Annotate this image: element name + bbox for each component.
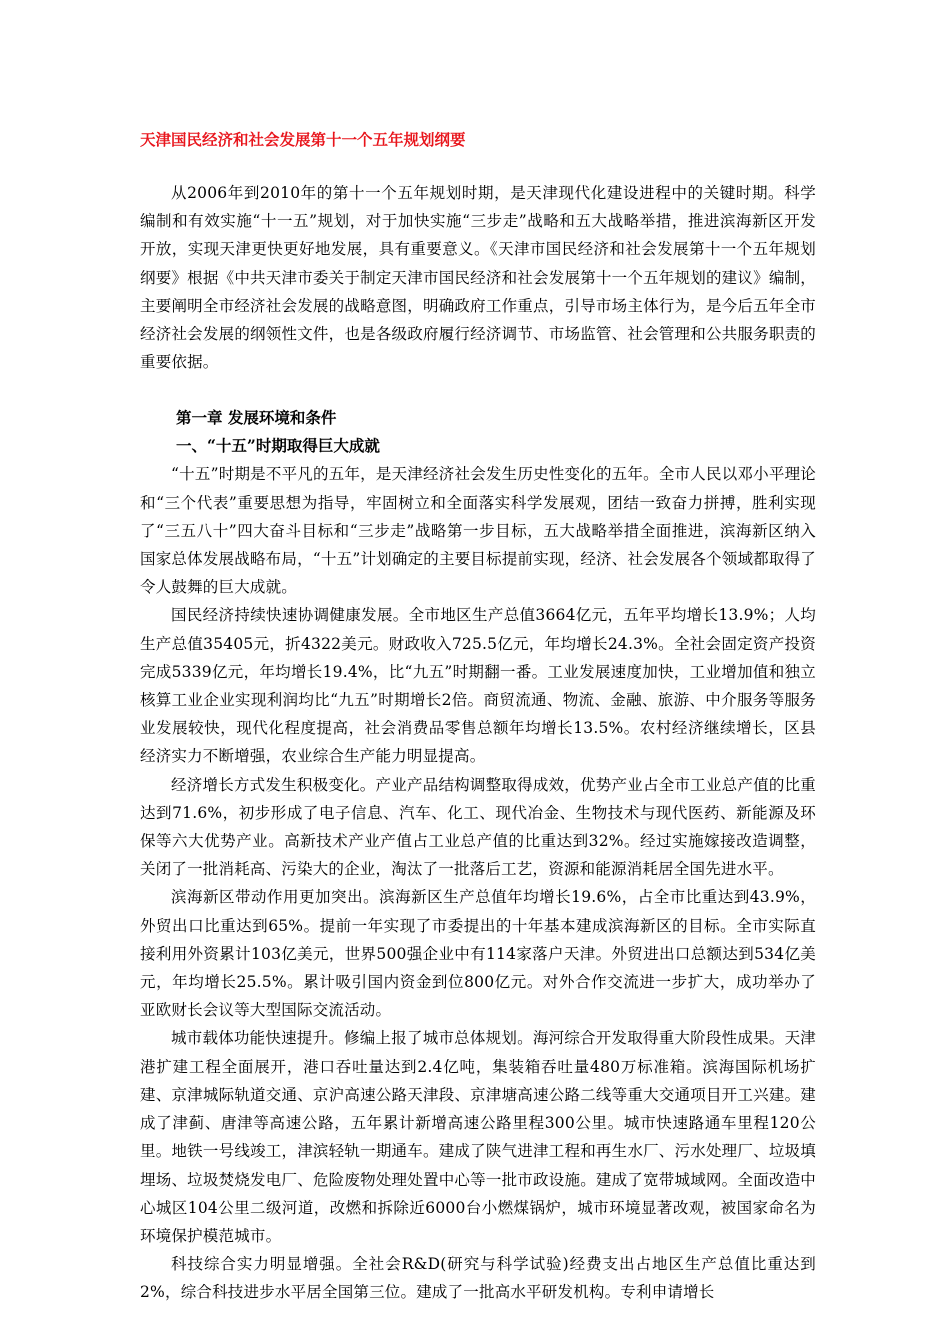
body-paragraph: 经济增长方式发生积极变化。产业产品结构调整取得成效，优势产业占全市工业总产值的比重达到71.6%，初步形成了电子信息、汽车、化工、现代冶金、生物技术与现代医药、新能源及环保等六大优势产业。高新技术产业产值占工业总产值的比重达到32%。经过实施嫁接改造调整，关闭了一批消耗高、污染大的企业，淘汰了一批落后工艺，资源和能源消耗居全国先进水平。: [140, 775, 816, 879]
body-paragraph: 城市载体功能快速提升。修编上报了城市总体规划。海河综合开发取得重大阶段性成果。天津港扩建工程全面展开，港口吞吐量达到2.4亿吨，集装箱吞吐量480万标准箱。滨海国际机场扩建、京津城际轨道交通、京沪高速公路天津段、京津塘高速公路二线等重大交通项目开工兴建。建成了津蓟、唐津等高速公路，五年累计新增高速公路里程300公里。城市快速路通车里程120公里。地铁一号线竣工，津滨轻轨一期通车。建成了陕气进津工程和再生水厂、污水处理厂、垃圾填埋场、垃圾焚烧发电厂、危险废物处理处置中心等一批市政设施。建成了宽带城域网。全面改造中心城区104公里二级河道，改燃和拆除近6000台小燃煤锅炉，城市环境显著改观，被国家命名为环境保护模范城市。: [140, 1029, 816, 1245]
chapter-heading: 第一章 发展环境和条件: [176, 409, 337, 428]
body-paragraph: 滨海新区带动作用更加突出。滨海新区生产总值年均增长19.6%，占全市比重达到43.9%，外贸出口比重达到65%。提前一年实现了市委提出的十年基本建成滨海新区的目标。全市实际直接利用外资累计103亿美元，世界500强企业中有114家落户天津。外贸进出口总额达到534亿美元，年均增长25.5%。累计吸引国内资金到位800亿元。对外合作交流进一步扩大，成功举办了亚欧财长会议等大型国际交流活动。: [140, 888, 816, 1020]
document-page: [140, 126, 816, 1307]
body-paragraph: 国民经济持续快速协调健康发展。全市地区生产总值3664亿元，五年平均增长13.9%；人均生产总值35405元，折4322美元。财政收入725.5亿元，年均增长24.3%。全社会固定资产投资完成5339亿元，年均增长19.4%，比“九五”时期翻一番。工业发展速度加快，工业增加值和独立核算工业企业实现利润均比“九五”时期增长2倍。商贸流通、物流、金融、旅游、中介服务等服务业发展较快，现代化程度提高，社会消费品零售总额年均增长13.5%。农村经济继续增长，区县经济实力不断增强，农业综合生产能力明显提高。: [140, 606, 816, 766]
body-paragraph: 科技综合实力明显增强。全社会R&D(研究与科学试验)经费支出占地区生产总值比重达到2%，综合科技进步水平居全国第三位。建成了一批高水平研发机构。专利申请增长: [140, 1255, 816, 1302]
section-heading: 一、“十五”时期取得巨大成就: [176, 436, 380, 456]
body-paragraph: “十五”时期是不平凡的五年，是天津经济社会发生历史性变化的五年。全市人民以邓小平理论和“三个代表”重要思想为指导，牢固树立和全面落实科学发展观，团结一致奋力拼搏，胜利实现了“三五八十”四大奋斗目标和“三步走”战略第一步目标，五大战略举措全面推进，滨海新区纳入国家总体发展战略布局，“十五”计划确定的主要目标提前实现，经济、社会发展各个领域都取得了令人鼓舞的巨大成就。: [140, 465, 816, 597]
intro-paragraph: 从2006年到2010年的第十一个五年规划时期，是天津现代化建设进程中的关键时期。科学编制和有效实施“十一五”规划，对于加快实施“三步走”战略和五大战略举措，推进滨海新区开发开放，实现天津更快更好地发展，具有重要意义。《天津市国民经济和社会发展第十一个五年规划纲要》根据《中共天津市委关于制定天津市国民经济和社会发展第十一个五年规划的建议》编制，主要阐明全市经济社会发展的战略意图，明确政府工作重点，引导市场主体行为，是今后五年全市经济社会发展的纲领性文件，也是各级政府履行经济调节、市场监管、社会管理和公共服务职责的重要依据。: [140, 184, 816, 372]
document-title: 天津国民经济和社会发展第十一个五年规划纲要: [140, 131, 466, 149]
